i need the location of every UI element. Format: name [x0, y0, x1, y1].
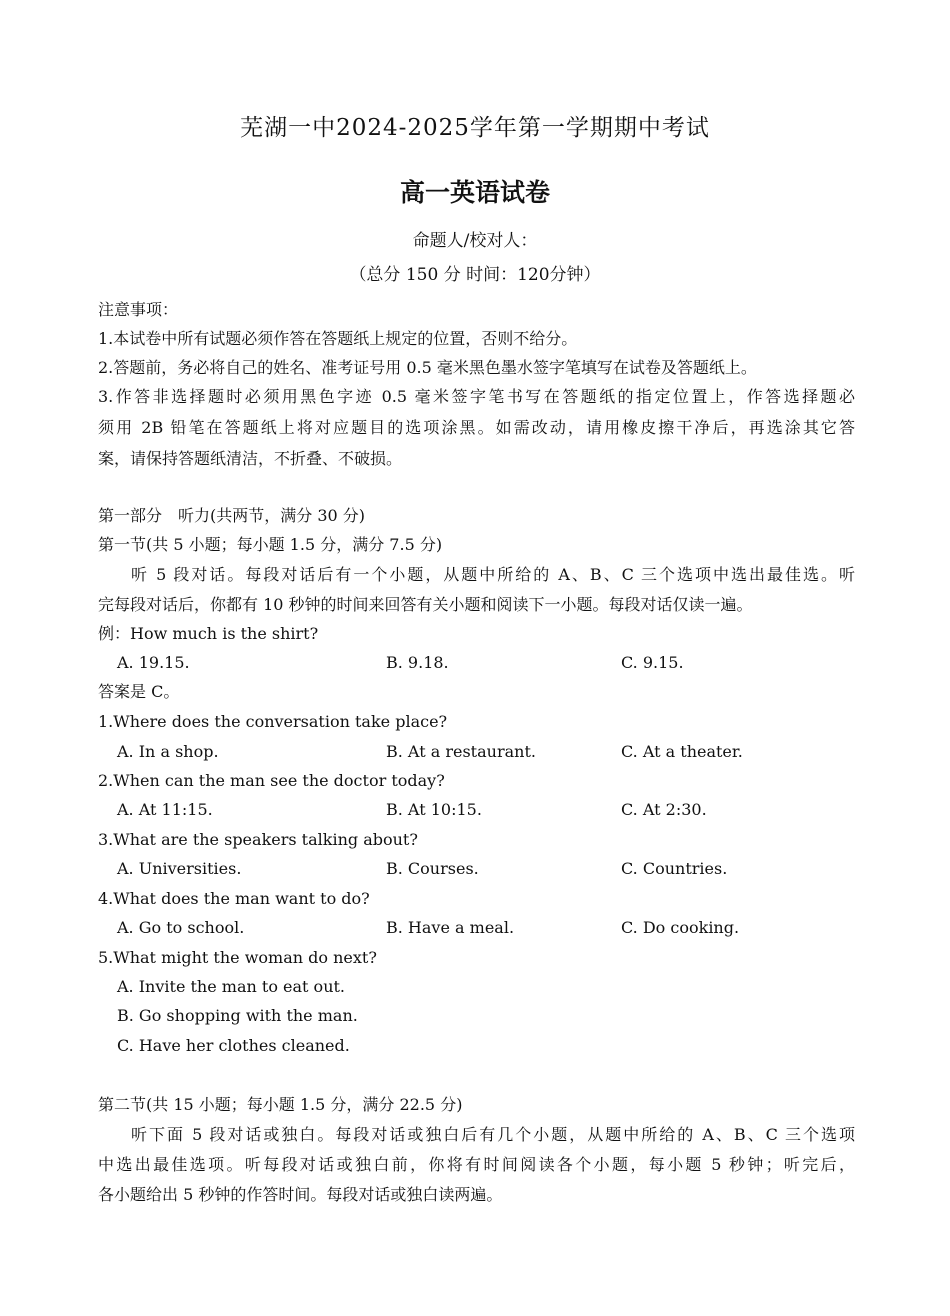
- question-5: 5.What might the woman do next?: [98, 948, 377, 967]
- section1-instructions-line-2: 完每段对话后，你都有 10 秒钟的时间来回答有关小题和阅读下一小题。每段对话仅读一遍。: [98, 595, 753, 614]
- section1-instructions-line-1: 听 5 段对话。每段对话后有一个小题，从题中所给的 A、B、C 三个选项中选出最佳选。听: [131, 565, 855, 584]
- section2-heading: 第二节(共 15 小题；每小题 1.5 分，满分 22.5 分): [98, 1095, 463, 1114]
- example-option-a: A. 19.15.: [117, 653, 190, 672]
- example-answer: 答案是 C。: [98, 682, 180, 701]
- question-1-option-a: A. In a shop.: [117, 742, 219, 761]
- question-1-option-b: B. At a restaurant.: [386, 742, 536, 761]
- question-4: 4.What does the man want to do?: [98, 889, 370, 908]
- notice-item-3-line-3: 案，请保持答题纸清洁，不折叠、不破损。: [98, 449, 403, 468]
- question-4-option-a: A. Go to school.: [117, 918, 245, 937]
- example-question: 例：How much is the shirt?: [98, 624, 319, 643]
- part1-heading: 第一部分 听力(共两节，满分 30 分): [98, 506, 366, 525]
- question-3-option-b: B. Courses.: [386, 859, 479, 878]
- question-5-option-b: B. Go shopping with the man.: [117, 1006, 358, 1025]
- question-2: 2.When can the man see the doctor today?: [98, 771, 445, 790]
- exam-subtitle: 高一英语试卷: [399, 178, 550, 207]
- authors-line: 命题人/校对人：: [412, 231, 538, 251]
- score-time-line: （总分 150 分 时间：120分钟）: [349, 265, 601, 285]
- section2-instructions-line-2: 中选出最佳选项。听每段对话或独白前，你将有时间阅读各个小题，每小题 5 秒钟；听完后，: [98, 1155, 855, 1174]
- notice-item-3-line-1: 3.作答非选择题时必须用黑色字迹 0.5 毫米签字笔书写在答题纸的指定位置上，作答选择题必: [98, 387, 855, 406]
- question-4-option-c: C. Do cooking.: [621, 918, 740, 937]
- question-1-option-c: C. At a theater.: [621, 742, 743, 761]
- question-2-option-c: C. At 2:30.: [621, 800, 707, 819]
- question-2-option-b: B. At 10:15.: [386, 800, 482, 819]
- notice-item-3-line-2: 须用 2B 铅笔在答题纸上将对应题目的选项涂黑。如需改动，请用橡皮擦干净后，再选涂其它答: [98, 418, 855, 437]
- example-option-b: B. 9.18.: [386, 653, 449, 672]
- notice-item-1: 1.本试卷中所有试题必须作答在答题纸上规定的位置，否则不给分。: [98, 329, 578, 348]
- example-option-c: C. 9.15.: [621, 653, 684, 672]
- question-1: 1.Where does the conversation take place?: [98, 712, 448, 731]
- question-5-option-c: C. Have her clothes cleaned.: [117, 1036, 350, 1055]
- section2-instructions-line-3: 各小题给出 5 秒钟的作答时间。每段对话或独白读两遍。: [98, 1185, 503, 1204]
- question-2-option-a: A. At 11:15.: [117, 800, 213, 819]
- section1-heading: 第一节(共 5 小题；每小题 1.5 分，满分 7.5 分): [98, 535, 443, 554]
- question-3-option-c: C. Countries.: [621, 859, 728, 878]
- question-3: 3.What are the speakers talking about?: [98, 830, 418, 849]
- exam-title: 芜湖一中2024-2025学年第一学期期中考试: [240, 115, 710, 141]
- question-3-option-a: A. Universities.: [117, 859, 242, 878]
- section2-instructions-line-1: 听下面 5 段对话或独白。每段对话或独白后有几个小题，从题中所给的 A、B、C 三个选项: [131, 1125, 855, 1144]
- question-4-option-b: B. Have a meal.: [386, 918, 515, 937]
- notice-heading: 注意事项：: [98, 300, 179, 319]
- question-5-option-a: A. Invite the man to eat out.: [117, 977, 346, 996]
- notice-item-2: 2.答题前，务必将自己的姓名、准考证号用 0.5 毫米黑色墨水签字笔填写在试卷及答题纸上。: [98, 358, 757, 377]
